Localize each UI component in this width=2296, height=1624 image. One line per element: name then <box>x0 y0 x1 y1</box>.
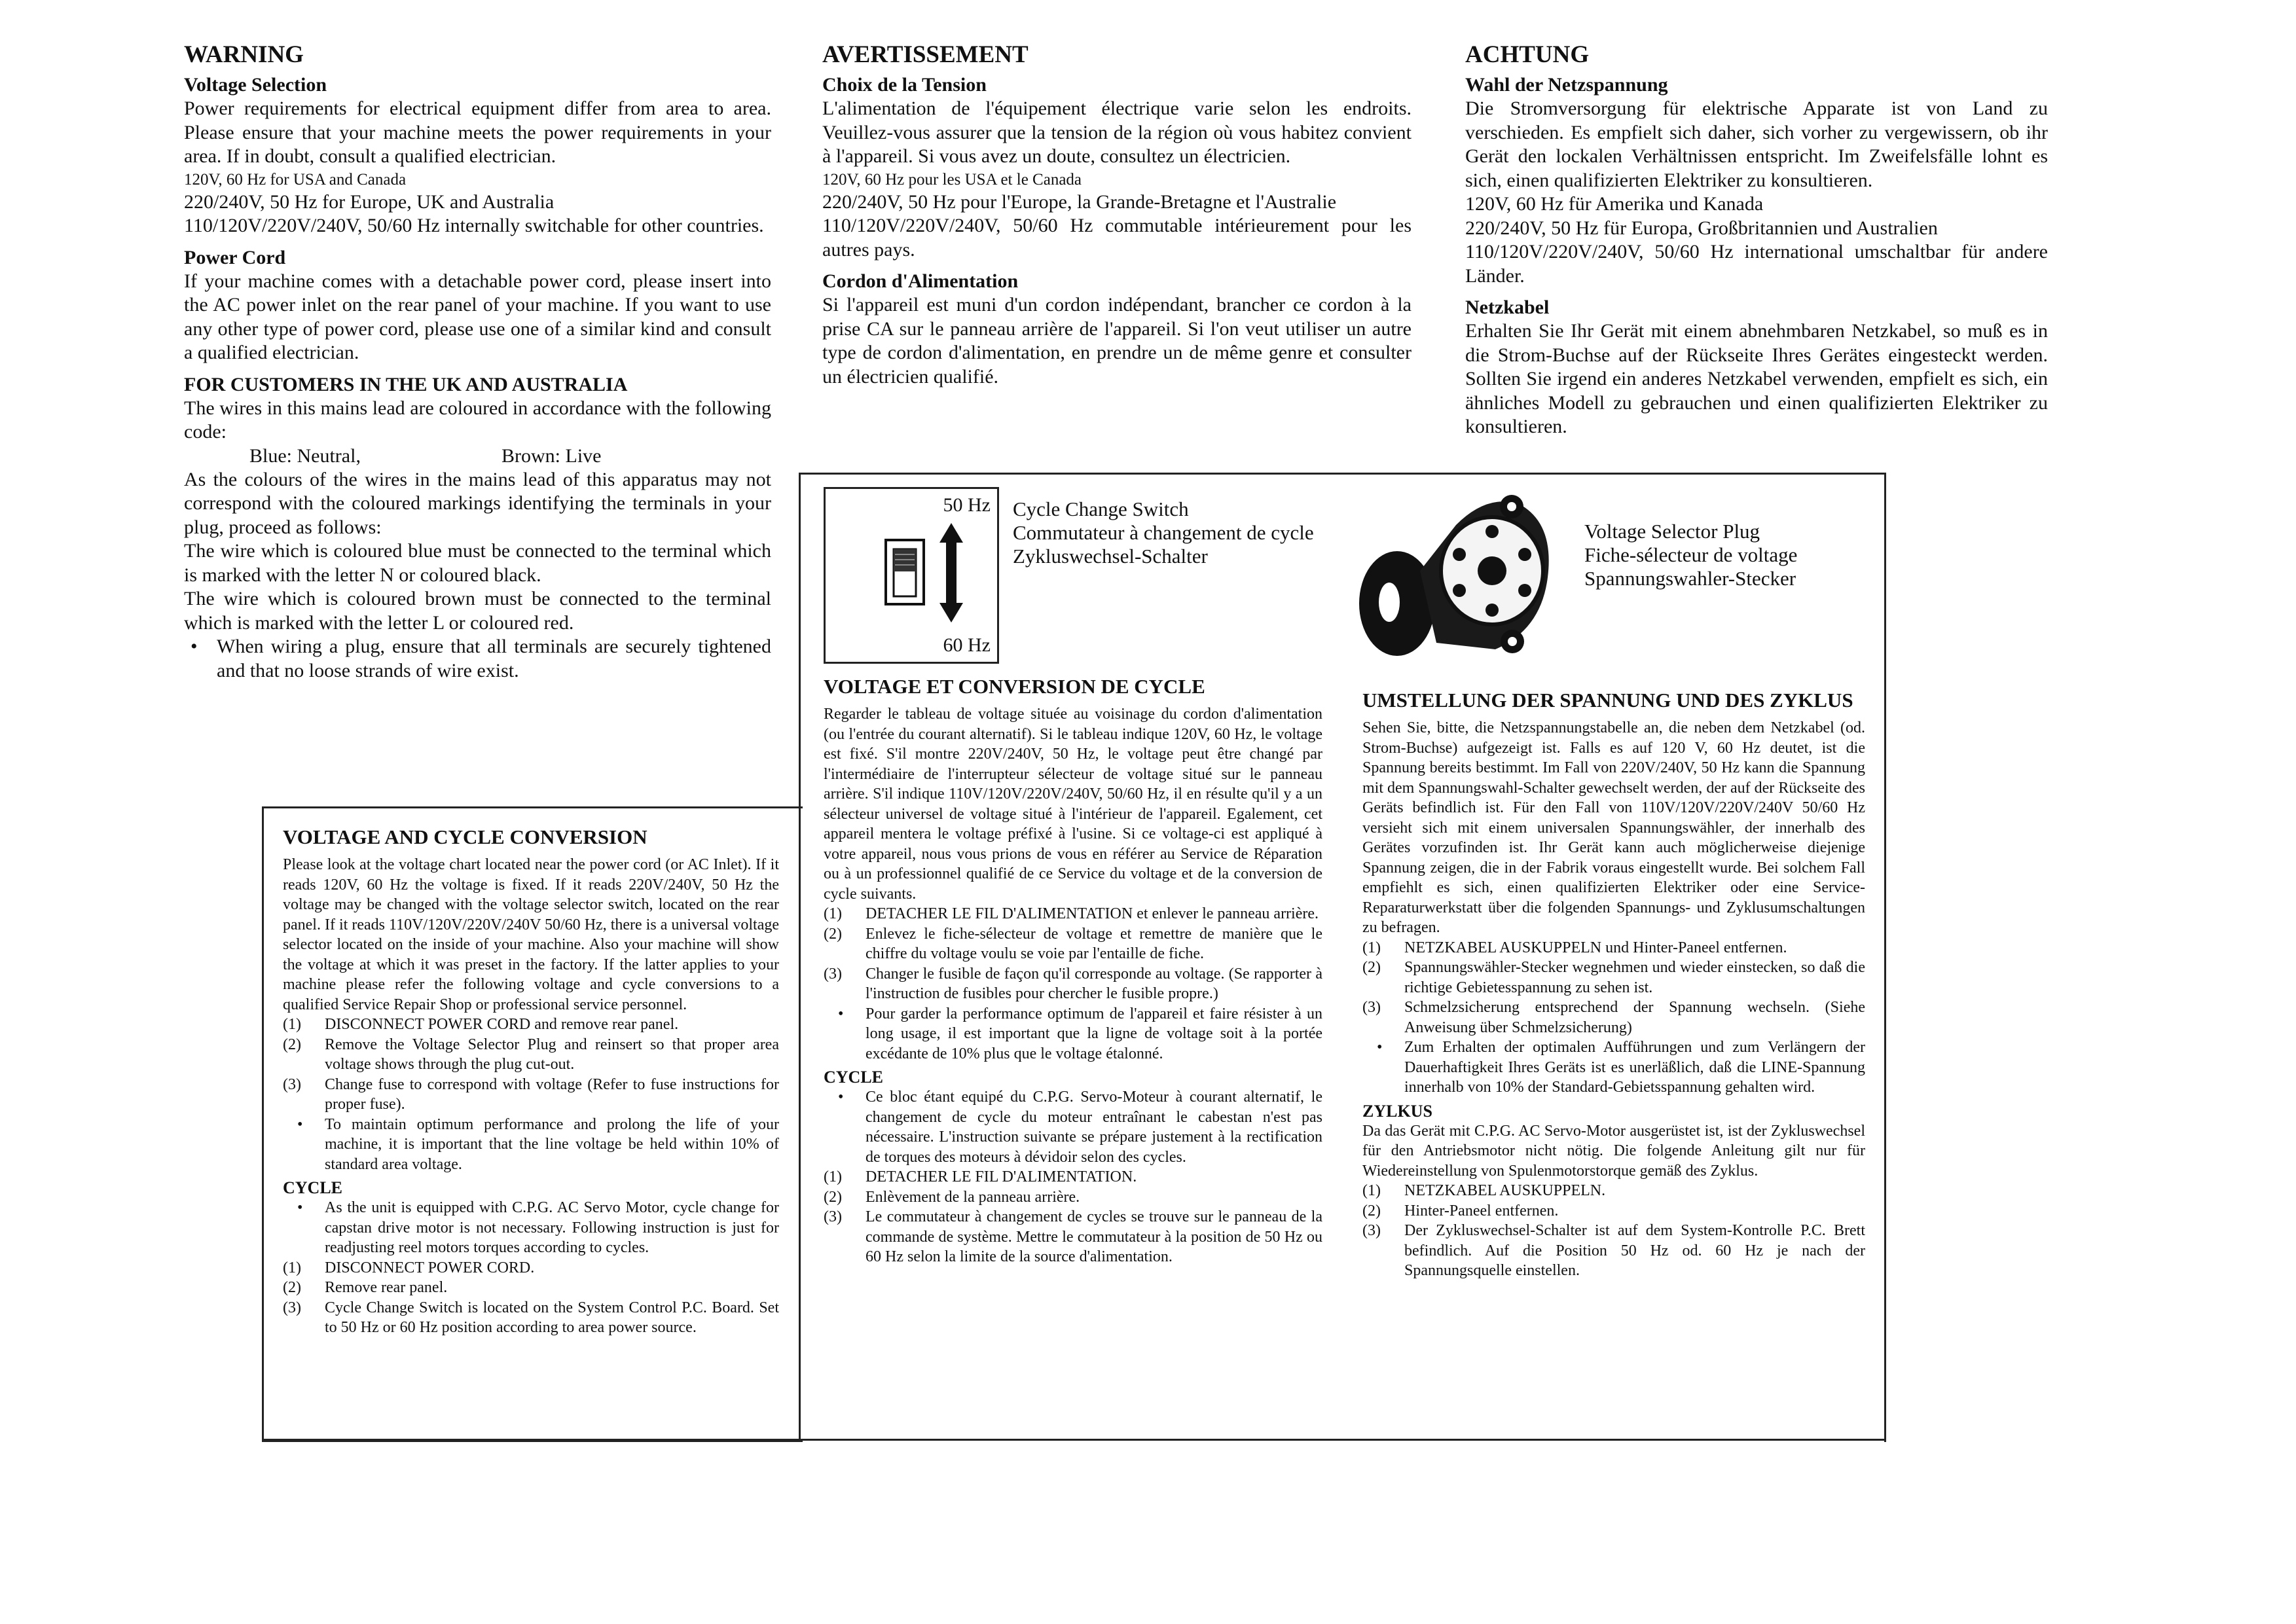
conversion-bullet-en: • To maintain optimum performance and prolong the life of your machine, it is important that the line voltage be held within 10% of standard area voltage. <box>283 1115 779 1175</box>
netzkabel-body: Erhalten Sie Ihr Gerät mit einem abnehmbaren Netzkabel, so muß es in die Strom-Buchse auf der Rückseite Ihres Gerätes eingesteckt werden. Sollten Sie irgend ein anderes Netzkabel verwenden, empfielt es sich, ein ähnliches Modell zu gebrauchen und einen qualifizierten Elektriker zu konsultieren. <box>1465 320 2048 437</box>
plug-caption-fr: Fiche-sélecteur de voltage <box>1584 543 1798 566</box>
voltage-selection-body: Power requirements for electrical equipment differ from area to area. Please ensure that your machine meets the power requirements in your area. If in doubt, consult a qualified electrician. <box>184 98 771 167</box>
switch-icon <box>884 522 989 633</box>
list-item: (3) Le commutateur à changement de cycles se trouve sur le panneau de la commande de système. Mettre le commutateur à la position de 50 Hz ou 60 Hz selon la limite de la source d'alimentation. <box>824 1208 1322 1265</box>
cycle-heading-de: ZYLKUS <box>1362 1101 1432 1121</box>
cycle-steps-de <box>1362 1181 1865 1281</box>
list-item: (2) Spannungswähler-Stecker wegnehmen und wieder einstecken, so daß die richtige Gebietesspannung zu sehen ist. <box>1362 959 1865 996</box>
avertissement-title: AVERTISSEMENT <box>822 41 1029 68</box>
conversion-section-fr <box>824 676 1322 1267</box>
plug-caption-de: Spannungswahler-Stecker <box>1584 567 1796 590</box>
list-item: (3) Changer le fusible de façon qu'il corresponde au voltage. (Se rapporter à l'instruction de fusibles pour chercher le fusible propre.) <box>824 965 1322 1002</box>
voltage-selector-plug-icon <box>1358 486 1578 665</box>
conversion-body-en: Please look at the voltage chart located near the power cord (or AC Inlet). If it reads 120V, 60 Hz the voltage is fixed. If it reads 220V/240V, 50 Hz the voltage may be changed with the voltage selector switch, located on the rear panel. If it reads 110V/120V/220V/240V 50/60 Hz, there is a universal voltage selector located on the inside of your machine. Also your machine will show the voltage at which it was preset in the factory. If the latter applies to your machine please refer the following voltage and cycle conversions to a qualified Service Repair Shop or professional service personnel. <box>283 856 779 1013</box>
plug-caption <box>1584 520 1797 590</box>
conversion-section-de <box>1362 689 1865 1281</box>
conversion-bullet-fr: • Pour garder la performance optimum de l'appareil et faire résister à un long usage, il est important que la ligne de voltage soit à la portée excédante de 10% plus que le voltage étalonné. <box>824 1004 1322 1064</box>
conversion-section-en <box>283 826 779 1338</box>
list-item: (2) Enlevez le fiche-sélecteur de voltage et remettre de manière que le chiffre du voltage voulu se voie par l'entaille de fiche. <box>824 925 1322 962</box>
switch-60hz-label: 60 Hz <box>943 634 991 656</box>
list-item: (1) NETZKABEL AUSKUPPELN. <box>1362 1182 1606 1199</box>
list-item: (2) Remove the Voltage Selector Plug and reinsert so that proper area voltage shows through the plug cut-out. <box>283 1036 779 1073</box>
list-item: (3) Der Zykluswechsel-Schalter ist auf dem System-Kontrolle P.C. Brett befindlich. Auf die Position 50 Hz od. 60 Hz je nach der Spannungsquelle einstellen. <box>1362 1222 1865 1279</box>
voltage-line-other: 110/120V/220V/240V, 50/60 Hz internally switchable for other countries. <box>184 215 764 236</box>
cycle-bullet-fr: • Ce bloc étant equipé du C.P.G. Servo-Moteur à courant alternatif, le changement de cycle du moteur entraînant le cabestan n'est pas nécessaire. L'instruction suivante se prépare justement à la rectification de torques des moteurs à dévidoir selon des cycles. <box>824 1087 1322 1167</box>
cycle-bullet-en: • As the unit is equipped with C.P.G. AC Servo Motor, cycle change for capstan drive motor is not necessary. Following instruction is just for readjusting reel motors torques according to cycles. <box>283 1198 779 1258</box>
list-item: (2) Enlèvement de la panneau arrière. <box>824 1188 1080 1206</box>
cycle-steps-fr <box>824 1167 1322 1267</box>
uk-heading: FOR CUSTOMERS IN THE UK AND AUSTRALIA <box>184 373 628 395</box>
warning-title: WARNING <box>184 41 304 68</box>
list-item: (2) Hinter-Paneel entfernen. <box>1362 1202 1559 1219</box>
cordon-body: Si l'appareil est muni d'un cordon indépendant, brancher ce cordon à la prise CA sur le panneau arrière de l'appareil. Si l'on veut utiliser un autre type de cordon d'alimentation, en prendre un de même genre et consulter un électricien qualifié. <box>822 294 1412 388</box>
cordon-heading: Cordon d'Alimentation <box>822 270 1019 292</box>
voltage-line-usa: 120V, 60 Hz for USA and Canada <box>184 170 407 189</box>
wire-brown: Brown: Live <box>501 444 602 467</box>
list-item: (1) DETACHER LE FIL D'ALIMENTATION. <box>824 1168 1137 1185</box>
list-item: (1) NETZKABEL AUSKUPPELN und Hinter-Paneel entfernen. <box>1362 939 1787 956</box>
switch-caption <box>1013 497 1314 568</box>
german-column <box>1465 41 2048 439</box>
conversion-box-frame-bottom <box>262 1439 1884 1441</box>
uk-paragraph-1: As the colours of the wires in the mains lead of this apparatus may not correspond with the coloured markings identifying the terminals in your plug, proceed as follows: <box>184 468 771 538</box>
uk-paragraph-3: The wire which is coloured brown must be connected to the terminal which is marked with the letter L or coloured red. <box>184 588 771 634</box>
conversion-heading-de: UMSTELLUNG DER SPANNUNG UND DES ZYKLUS <box>1362 689 1853 712</box>
achtung-title: ACHTUNG <box>1465 41 1590 68</box>
power-cord-heading: Power Cord <box>184 246 286 268</box>
voltage-selection-heading: Voltage Selection <box>184 74 327 96</box>
list-item: (3) Cycle Change Switch is located on the System Control P.C. Board. Set to 50 Hz or 60 Hz position according to area power source. <box>283 1299 779 1336</box>
list-item: (1) DETACHER LE FIL D'ALIMENTATION et enlever le panneau arrière. <box>824 905 1319 922</box>
conversion-steps-de <box>1362 938 1865 1038</box>
switch-caption-fr: Commutateur à changement de cycle <box>1013 521 1314 544</box>
tension-line-other: 110/120V/220V/240V, 50/60 Hz commutable intérieurement pour les autres pays. <box>822 215 1412 261</box>
list-item: (3) Schmelzsicherung entsprechend der Spannung wechseln. (Siehe Anweisung über Schmelzsicherung) <box>1362 999 1865 1036</box>
uk-paragraph-2: The wire which is coloured blue must be connected to the terminal which is marked with the letter N or coloured black. <box>184 540 771 586</box>
cycle-steps-en <box>283 1258 779 1338</box>
conversion-body-fr: Regarder le tableau de voltage située au voisinage du cordon d'alimentation (ou l'entrée du courant alternatif). Si le tableau indique 120V, 60 Hz, le voltage est fixé. S'il montre 220V/240V, 50 Hz, le voltage peut être changé par l'intermédiaire de l'interrupteur sélecteur de voltage situé sur le panneau arrière. S'il indique 110V/120V/220V/240V, 50/60 Hz, il en résulte qu'il y a un sélecteur universel de voltage situé à l'intérieur de l'appareil. Egalement, cet appareil mentera le voltage préfixé à l'usine. Si ce voltage-ci est appliqué à votre appareil, nous vous prions de vous en référer au Service de Réparation ou à un professionnel qualifié de ce Service du voltage et de la conversion de cycle suivants. <box>824 706 1322 903</box>
conversion-steps-en <box>283 1015 779 1115</box>
choix-tension-body: L'alimentation de l'équipement électrique varie selon les endroits. Veuillez-vous assurer que la tension de la région où vous habitez convient à l'appareil. Si vous avez un doute, consultez un électricien. <box>822 98 1412 167</box>
wire-blue: Blue: Neutral, <box>249 444 361 467</box>
spannung-line-other: 110/120V/220V/240V, 50/60 Hz international umschaltbar für andere Länder. <box>1465 241 2048 287</box>
list-item: (3) Change fuse to correspond with voltage (Refer to fuse instructions for proper fuse). <box>283 1075 779 1113</box>
switch-caption-de: Zykluswechsel-Schalter <box>1013 545 1208 568</box>
switch-50hz-label: 50 Hz <box>943 494 991 516</box>
list-item: (1) DISCONNECT POWER CORD. <box>283 1259 535 1276</box>
plug-caption-en: Voltage Selector Plug <box>1584 520 1760 543</box>
tension-line-usa: 120V, 60 Hz pour les USA et le Canada <box>822 170 1082 189</box>
conversion-heading-fr: VOLTAGE ET CONVERSION DE CYCLE <box>824 675 1205 698</box>
voltage-line-europe: 220/240V, 50 Hz for Europe, UK and Australia <box>184 190 555 213</box>
wire-code <box>184 444 771 468</box>
netzspannung-body: Die Stromversorgung für elektrische Apparate ist von Land zu verschieden. Es empfielt sich daher, sich vorher zu vergewissern, ob ihr Gerät den lockalen Verhältnissen entspricht. Im Zweifelsfälle lohnt es sich, einen qualifizierten Elektriker zu konsultieren. <box>1465 98 2048 191</box>
french-column <box>822 41 1412 389</box>
power-cord-body: If your machine comes with a detachable power cord, please insert into the AC power inlet on the rear panel of your machine. If you want to use any other type of power cord, please use one of a similar kind and consult a qualified electrician. <box>184 270 771 363</box>
cycle-switch-diagram <box>824 487 999 664</box>
conversion-body-de: Sehen Sie, bitte, die Netzspannungstabelle an, die neben dem Netzkabel (od. Strom-Buchse) aufgezeigt ist. Falls es auf 120 V, 60 Hz deutet, ist die Spannung bereits bestimmt. Im Fall von 220V/240V, 50 Hz kann die Spannung mit dem Spannungswahl-Schalter gewechselt werden, der auf der Rückseite des Geräts befindlich ist. Für den Fall von 110V/120V/220V/240V 50/60 Hz versieht sich mit einem universalen Spannungswähler, der innerhalb des Gerätes vorzufinden ist. Ihr Gerät kann auch möglicherweise diejenige Spannung zeigen, die in der Fabrik voraus eingestellt wurde. Bei solchem Fall empfiehlt es sich, einen qualifizierten Elektriker oder eine Service-Reparaturwerkstatt über die folgenden Spannungs- und Zyklusumschaltungen zu befragen. <box>1362 719 1865 936</box>
spannung-line-europe: 220/240V, 50 Hz für Europa, Großbritannien und Australien <box>1465 217 1938 239</box>
spannung-line-usa: 120V, 60 Hz für Amerika und Kanada <box>1465 193 1764 215</box>
english-column <box>184 41 771 683</box>
conversion-steps-fr <box>824 904 1322 1004</box>
netzspannung-heading: Wahl der Netzspannung <box>1465 74 1668 96</box>
switch-caption-en: Cycle Change Switch <box>1013 497 1189 520</box>
netzkabel-heading: Netzkabel <box>1465 297 1550 318</box>
cycle-heading-fr: CYCLE <box>824 1068 884 1087</box>
uk-bullet: • When wiring a plug, ensure that all terminals are securely tightened and that no loose strands of wire exist. <box>184 635 771 683</box>
choix-tension-heading: Choix de la Tension <box>822 74 987 96</box>
list-item: (2) Remove rear panel. <box>283 1279 448 1296</box>
cycle-body-de: Da das Gerät mit C.P.G. AC Servo-Motor ausgerüstet ist, ist der Zykluswechsel für den Antriebsmotor nicht nötig. Die folgende Anleitung gilt nur für Wiedereinstellung von Spulenmotorstorque gemäß des Zyklus. <box>1362 1122 1865 1180</box>
uk-intro: The wires in this mains lead are coloured in accordance with the following code: <box>184 397 771 442</box>
list-item: (1) DISCONNECT POWER CORD and remove rear panel. <box>283 1016 679 1033</box>
cycle-heading-en: CYCLE <box>283 1178 343 1197</box>
conversion-bullet-de: • Zum Erhalten der optimalen Aufführungen und zum Verlängern der Dauerhaftigkeit Ihres Geräts ist es unerläßlich, daß die LINE-Spannung innerhalb von 10% der Standard-Gebietsspannung gehalten wird. <box>1362 1038 1865 1098</box>
conversion-heading-en: VOLTAGE AND CYCLE CONVERSION <box>283 825 647 848</box>
tension-line-europe: 220/240V, 50 Hz pour l'Europe, la Grande-Bretagne et l'Australie <box>822 190 1337 213</box>
